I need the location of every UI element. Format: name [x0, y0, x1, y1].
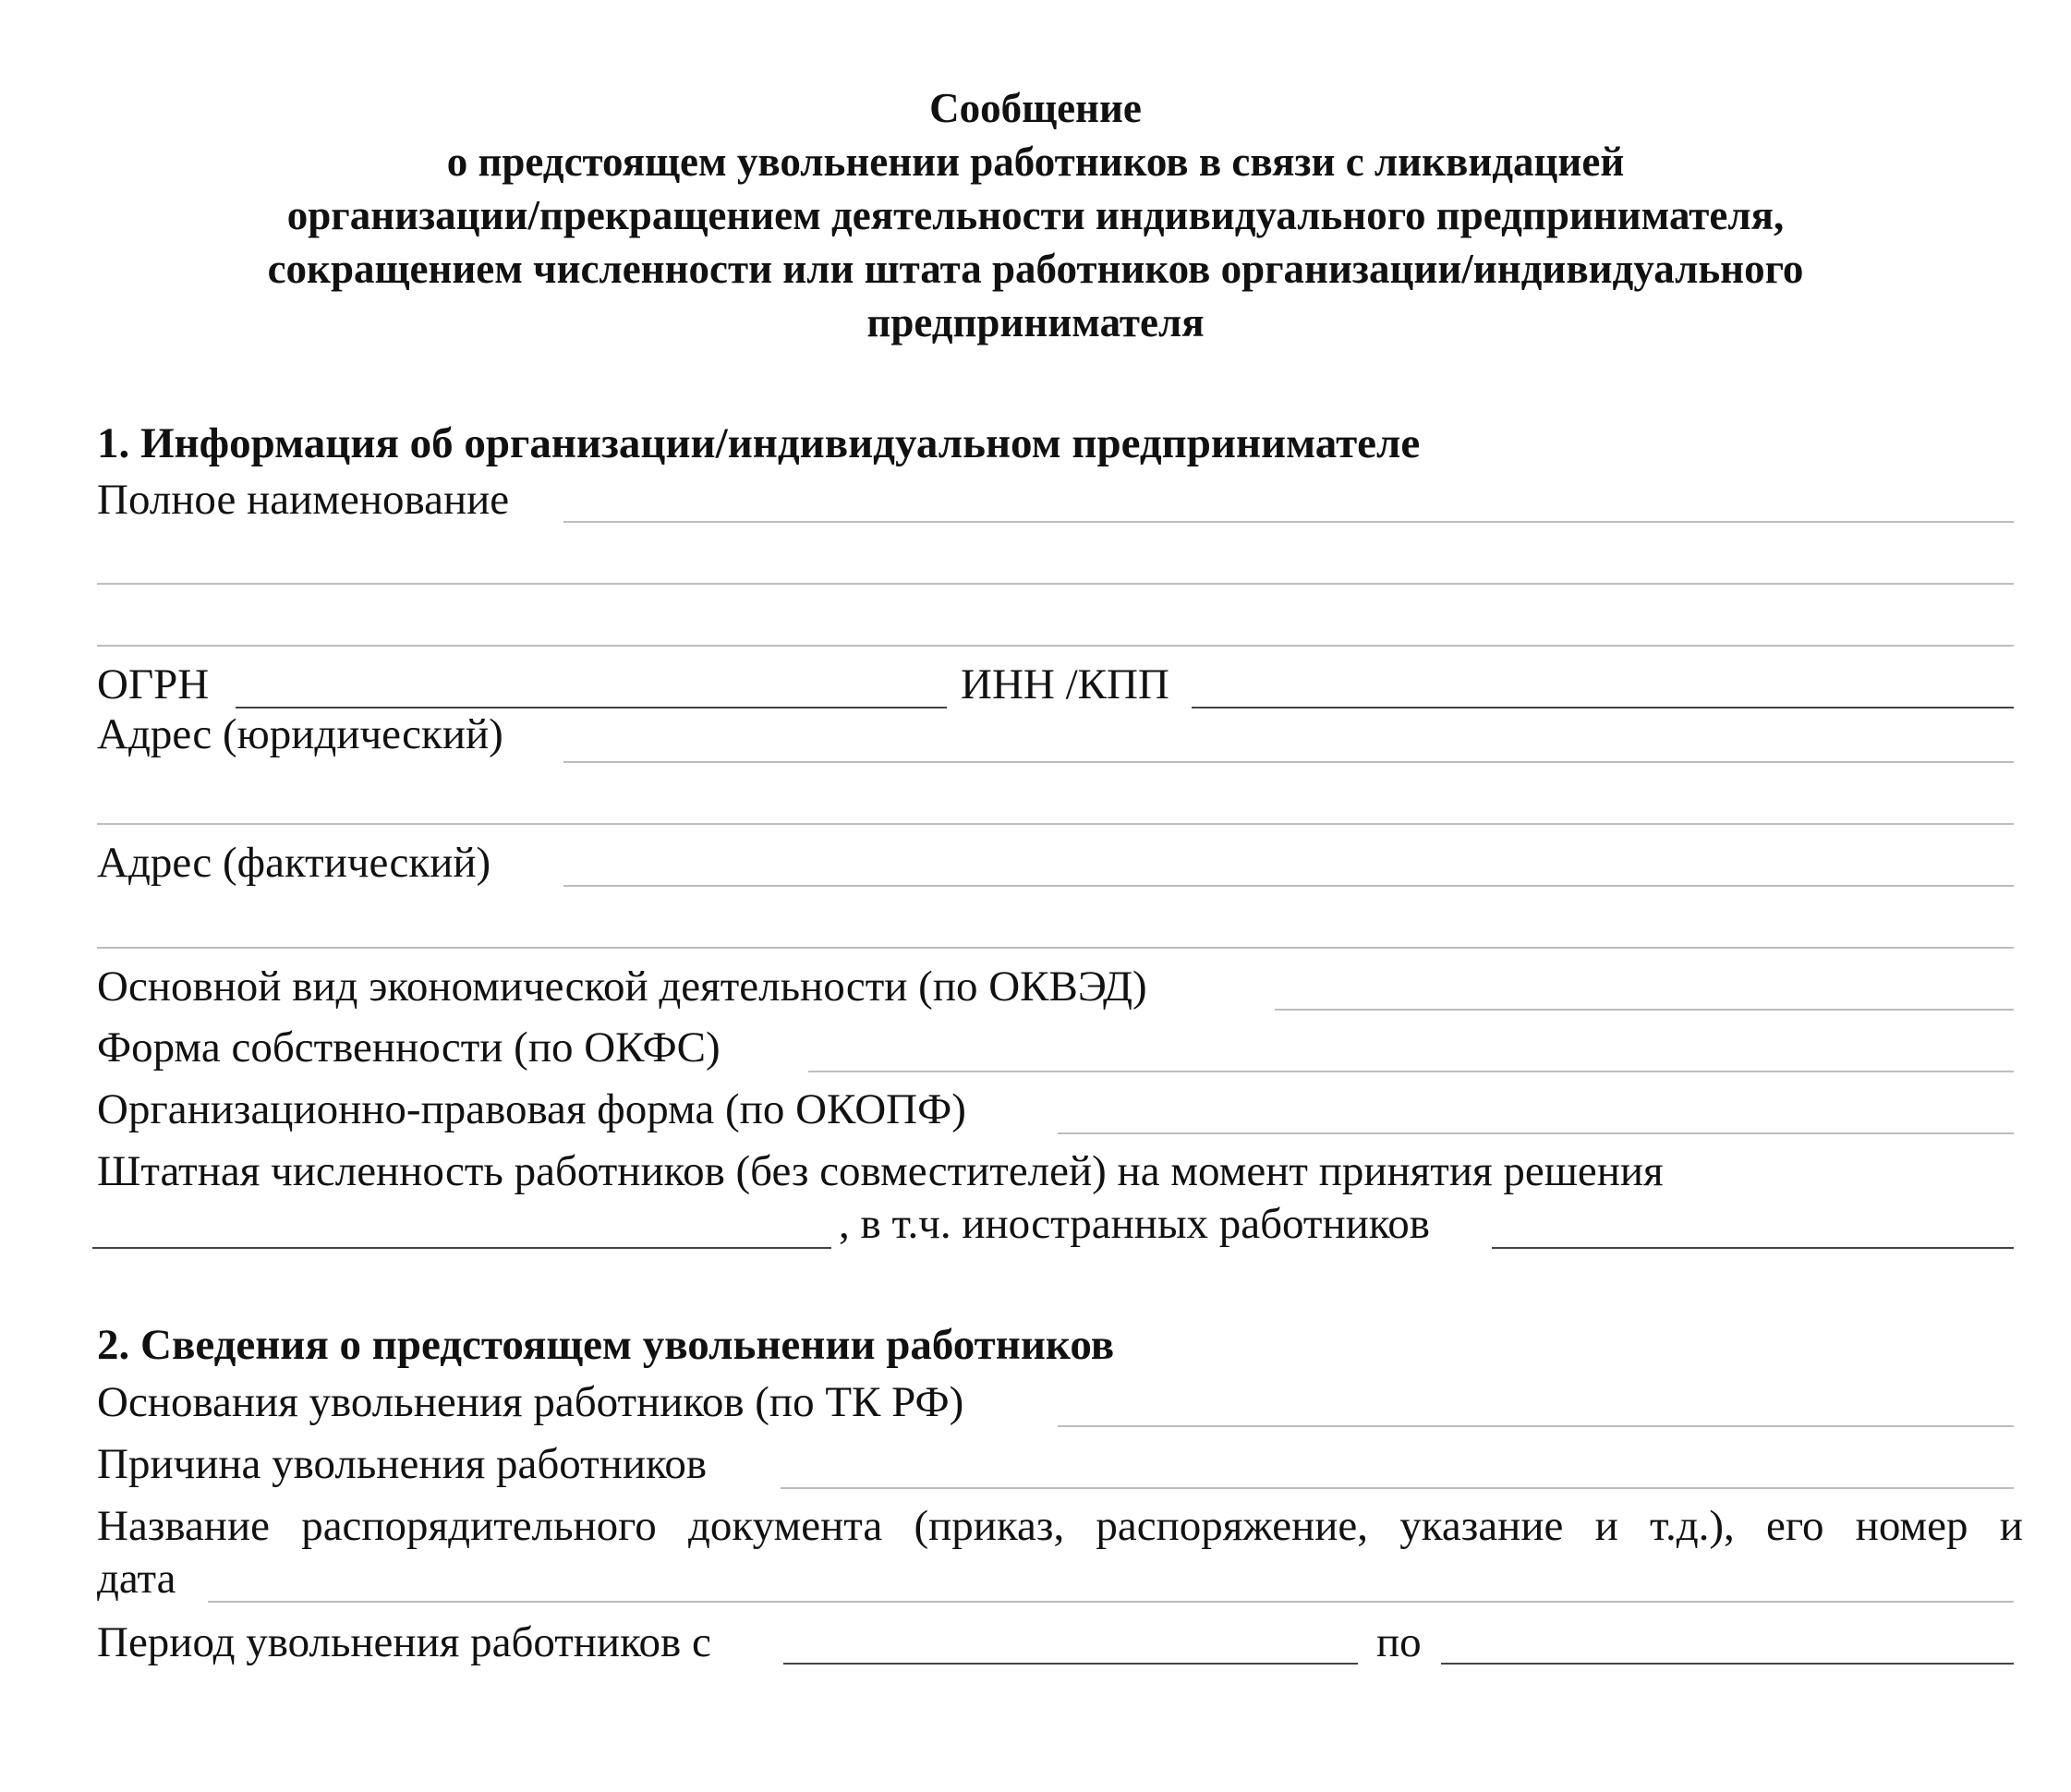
ogrn-label: ОГРН — [97, 660, 210, 708]
inn-kpp-label: ИНН /КПП — [961, 660, 1169, 708]
title-line-4: сокращением численности или штата работников организации/индивидуального — [267, 246, 1804, 292]
actual-address-label: Адрес (фактический) — [97, 839, 491, 887]
title-line-1: Сообщение — [929, 85, 1142, 131]
document-label-line-1 — [97, 1500, 2023, 1552]
document-label-word: распоряжение, — [1096, 1502, 1369, 1550]
period-from-field[interactable] — [783, 1663, 1358, 1665]
okfs-field[interactable] — [808, 1071, 2014, 1072]
reason-label: Причина увольнения работников — [97, 1440, 708, 1488]
title-line-5: предпринимателя — [866, 299, 1205, 345]
actual-address-field-line-1[interactable] — [563, 885, 2014, 887]
legal-address-label: Адрес (юридический) — [97, 710, 503, 758]
okfs-label: Форма собственности (по ОКФС) — [97, 1023, 721, 1072]
document-label-word: документа — [688, 1502, 883, 1550]
section-1-heading: 1. Информация об организации/индивидуальном предпринимателе — [97, 419, 1421, 467]
okved-field[interactable] — [1275, 1009, 2014, 1011]
foreign-workers-label: , в т.ч. иностранных работников — [839, 1200, 1430, 1248]
headcount-label: Штатная численность работников (без совместителей) на момент принятия решения — [97, 1147, 1664, 1195]
period-to-field[interactable] — [1441, 1663, 2014, 1665]
foreign-workers-field[interactable] — [1492, 1247, 2014, 1249]
document-label-word: указание — [1399, 1502, 1564, 1550]
form-title — [0, 81, 2071, 349]
okopf-field[interactable] — [1058, 1132, 2014, 1134]
full-name-label: Полное наименование — [97, 476, 510, 524]
document-label-line-2: дата — [97, 1555, 176, 1603]
full-name-field-line-2[interactable] — [97, 583, 2014, 585]
period-to-label: по — [1376, 1618, 1422, 1666]
section-2-heading: 2. Сведения о предстоящем увольнении работников — [97, 1321, 1115, 1369]
document-field[interactable] — [208, 1601, 2014, 1603]
grounds-field[interactable] — [1058, 1425, 2014, 1427]
okved-label: Основной вид экономической деятельности (по ОКВЭД) — [97, 963, 1147, 1011]
reason-field[interactable] — [781, 1487, 2014, 1489]
legal-address-field-line-2[interactable] — [97, 823, 2014, 825]
title-line-3: организации/прекращением деятельности индивидуального предпринимателя, — [286, 192, 1785, 238]
full-name-field-line-1[interactable] — [563, 521, 2014, 523]
okopf-label: Организационно-правовая форма (по ОКОПФ) — [97, 1085, 966, 1133]
document-label-word: и — [1594, 1502, 1618, 1550]
document-label-word: номер — [1855, 1502, 1968, 1550]
document-label-word: и — [1999, 1502, 2023, 1550]
period-label: Период увольнения работников с — [97, 1618, 711, 1666]
document-label-word: распорядительного — [301, 1502, 657, 1550]
document-label-word: т.д.), — [1649, 1502, 1735, 1550]
title-line-2: о предстоящем увольнении работников в связи с ликвидацией — [446, 139, 1625, 185]
document-label-word: его — [1765, 1502, 1824, 1550]
inn-kpp-field[interactable] — [1192, 707, 2014, 708]
actual-address-field-line-2[interactable] — [97, 947, 2014, 949]
document-label-word: Название — [97, 1502, 270, 1550]
headcount-field[interactable] — [92, 1247, 831, 1249]
full-name-field-line-3[interactable] — [97, 645, 2014, 647]
document-label-word: (приказ, — [914, 1502, 1065, 1550]
grounds-label: Основания увольнения работников (по ТК РФ) — [97, 1378, 964, 1426]
legal-address-field-line-1[interactable] — [563, 761, 2014, 763]
